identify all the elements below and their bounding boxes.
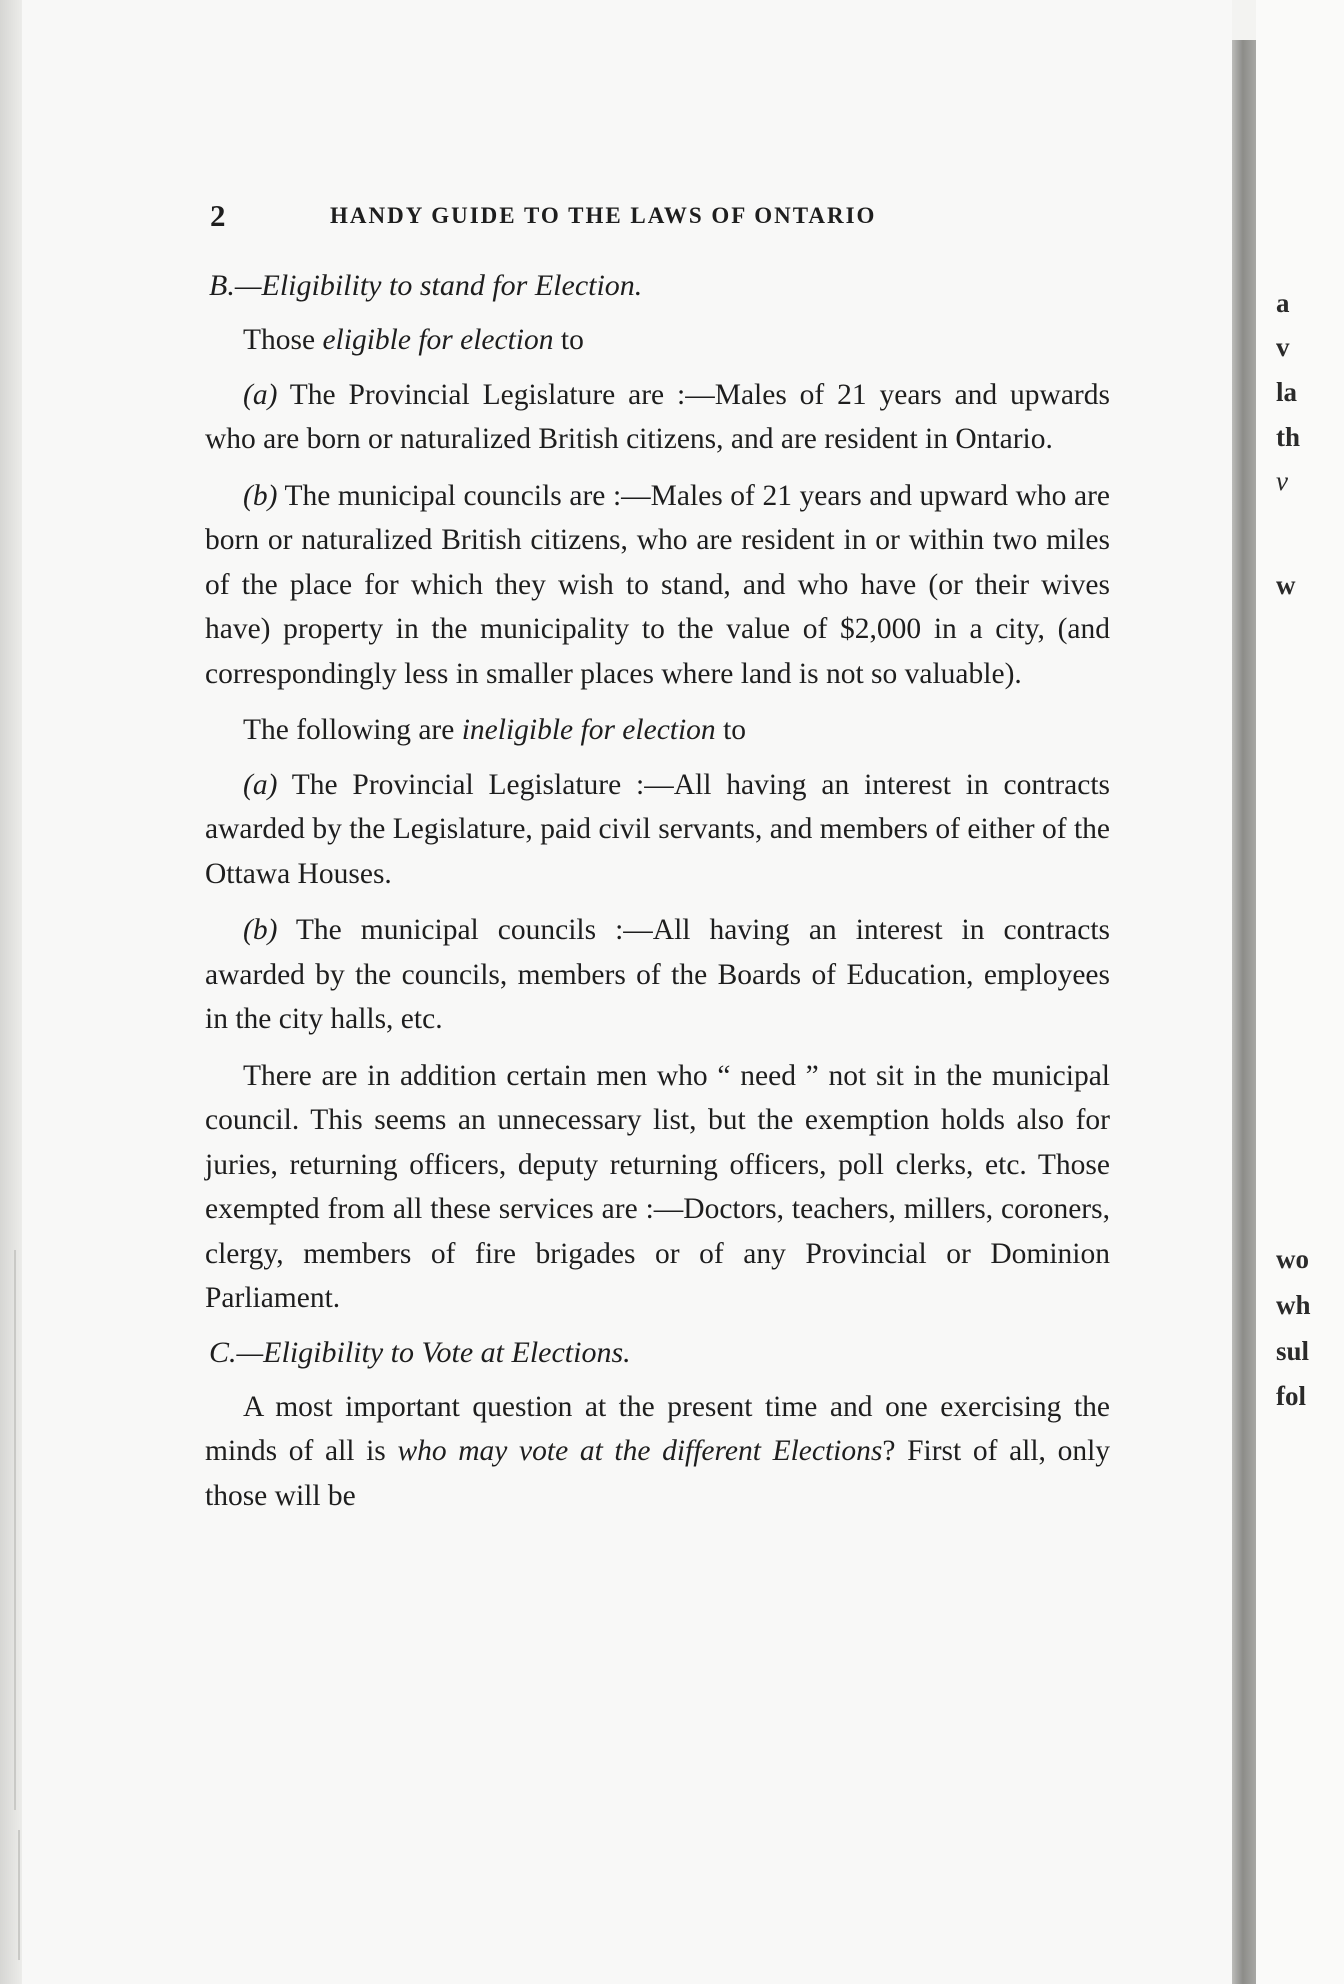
clause-marker: (b) — [243, 914, 278, 946]
ineligible-clause-b — [205, 908, 1110, 1042]
eligible-clause-b — [205, 474, 1110, 697]
eligible-intro-emphasis: eligible for election — [322, 324, 554, 356]
eligible-intro — [205, 318, 1110, 363]
clause-marker: (a) — [243, 378, 278, 411]
ineligible-intro-text: The following are — [243, 714, 462, 746]
facing-page-fragment: wo — [1276, 1244, 1309, 1274]
facing-page-fragment: a — [1276, 288, 1290, 318]
clause-marker: (a) — [243, 768, 278, 801]
eligible-intro-text: to — [553, 324, 584, 356]
ineligible-intro-text: to — [715, 714, 747, 746]
clause-text: The municipal councils :—All having an interest in contracts awarded by the councils, members of the Boards of Education, employees in the city halls, etc. — [205, 914, 1110, 1035]
voting-text: ? First of all, only those will be — [205, 1435, 1111, 1512]
ineligible-intro — [205, 708, 1110, 753]
facing-page-fragment: th — [1276, 422, 1301, 452]
facing-page — [1256, 0, 1344, 1984]
exemption-paragraph: There are in addition certain men who “ need ” not sit in the municipal council. This seems an unnecessary list, but the exemption holds also for juries, returning officers, deputy returning officers, poll clerks, etc. Those exempted from all these services are :—Doctors, teachers, millers, coroners, clergy, members of fire brigades or of any Provincial or Dominion Parliament. — [205, 1059, 1110, 1314]
page-number: 2 — [210, 198, 226, 233]
voting-paragraph — [205, 1385, 1110, 1519]
clause-marker: (b) — [243, 479, 278, 512]
section-c-heading: C.—Eligibility to Vote at Elections. — [209, 1335, 631, 1369]
facing-page-fragment: v — [1276, 332, 1290, 362]
eligible-intro-text: Those — [243, 324, 323, 356]
clause-text: The Provincial Legislature are :—Males of 21 years and upwards who are born or naturalized British citizens, and are resident in Ontario. — [205, 378, 1110, 455]
facing-page-fragment: la — [1276, 377, 1298, 407]
facing-page-fragment: v — [1276, 466, 1288, 496]
facing-page-fragment: w — [1276, 570, 1296, 600]
page-edge-line — [14, 1250, 16, 1810]
eligible-clause-a — [205, 373, 1110, 462]
page-header — [210, 198, 1110, 238]
facing-page-fragment: sul — [1276, 1336, 1310, 1366]
book-gutter — [1232, 40, 1256, 1984]
running-head: HANDY GUIDE TO THE LAWS OF ONTARIO — [330, 203, 877, 228]
ineligible-intro-emphasis: ineligible for election — [461, 714, 716, 746]
page-body — [205, 266, 1110, 1530]
facing-page-fragment: wh — [1276, 1290, 1311, 1320]
ineligible-clause-a — [205, 763, 1110, 897]
page-edge-line — [18, 1830, 20, 1960]
clause-text: The municipal councils are :—Males of 21 years and upward who are born or naturalized British citizens, who are resident in or within two miles of the place for which they wish to stand, and who have (or their wives have) property in the municipality to the value of $2,000 in a city, (and correspondingly less in smaller places where land is not so valuable). — [205, 479, 1110, 690]
voting-text: A most important question at the present time and one exercising the minds of all is — [205, 1390, 1110, 1467]
voting-emphasis: who may vote at the different Elections — [397, 1435, 883, 1467]
facing-page-fragment: fol — [1276, 1381, 1306, 1411]
clause-text: The Provincial Legislature :—All having an interest in contracts awarded by the Legislature, paid civil servants, and members of either of the Ottawa Houses. — [205, 768, 1110, 890]
section-b-heading: B.—Eligibility to stand for Election. — [209, 269, 643, 302]
